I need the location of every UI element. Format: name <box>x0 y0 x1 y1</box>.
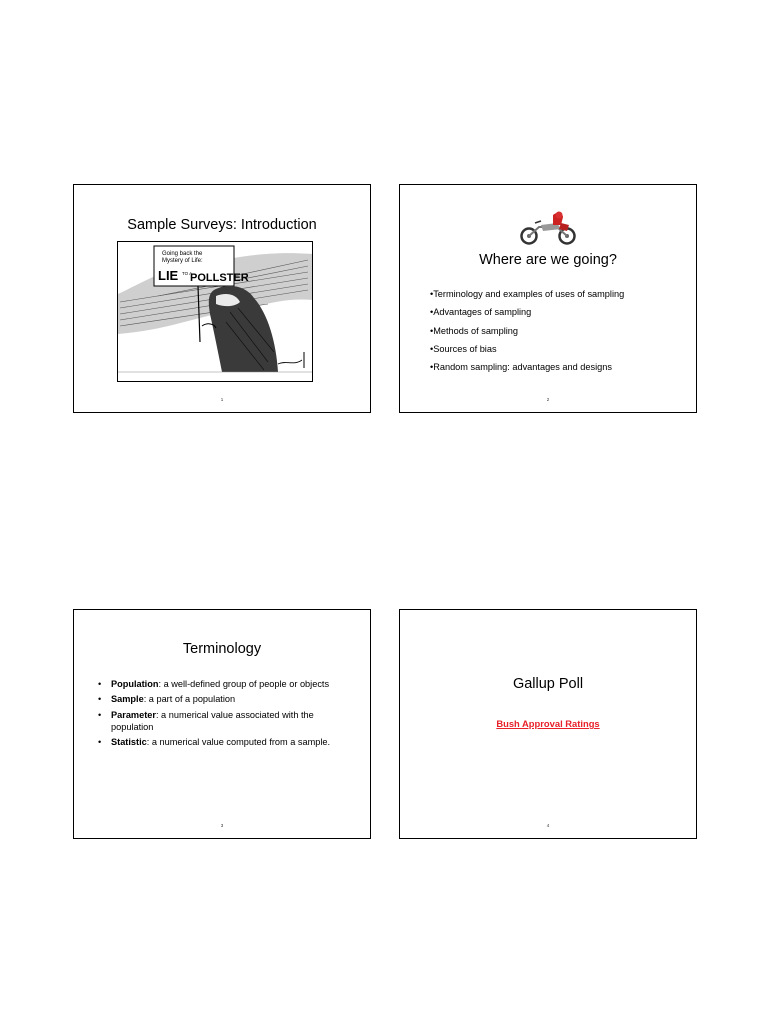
slide-2 <box>399 184 697 413</box>
list-item: •Random sampling: advantages and designs <box>430 362 612 373</box>
sign-to-a: TO A <box>182 271 193 276</box>
slide-3 <box>73 609 371 839</box>
term: Parameter <box>111 709 156 720</box>
terminology-list <box>98 678 338 751</box>
pollster-cartoon <box>117 241 313 382</box>
sign-lie: LIE <box>158 268 179 283</box>
definition: : a numerical value computed from a sample. <box>146 737 331 748</box>
slide-number: 1 <box>220 397 224 402</box>
slide-title: Sample Surveys: Introduction <box>127 217 317 233</box>
definition: : a part of a population <box>143 694 236 705</box>
motorcycle-icon <box>517 211 579 245</box>
sign-pollster: POLLSTER <box>190 272 249 284</box>
list-item: •Terminology and examples of uses of sampling <box>430 289 625 299</box>
term: Sample <box>111 694 144 705</box>
bullet-dot: • <box>98 694 102 705</box>
list-item <box>98 678 338 690</box>
slide-title: Where are we going? <box>479 252 617 268</box>
slide-1 <box>73 184 371 413</box>
list-item <box>98 693 338 705</box>
bullet-dot: • <box>98 709 102 720</box>
term: Statistic <box>111 737 147 748</box>
definition: : a well-defined group of people or objects <box>158 679 330 689</box>
bullet-dot: • <box>98 679 102 689</box>
slide-number: 4 <box>546 823 550 828</box>
bullet-list <box>430 289 624 380</box>
slide-4 <box>399 609 697 839</box>
list-item <box>98 736 338 748</box>
slide-number: 2 <box>546 397 550 402</box>
bullet-dot: • <box>98 737 102 748</box>
sign-line1: Going back the <box>162 251 203 257</box>
list-item <box>98 709 338 734</box>
slide-title: Terminology <box>182 641 262 657</box>
list-item: •Methods of sampling <box>430 325 518 336</box>
bush-approval-link[interactable]: Bush Approval Ratings <box>496 718 600 729</box>
slide-title: Gallup Poll <box>512 676 584 692</box>
slide-number: 3 <box>220 823 224 828</box>
sign-line2: Mystery of Life: <box>162 258 203 264</box>
list-item: •Sources of bias <box>430 343 497 354</box>
term: Population <box>111 679 159 689</box>
list-item: •Advantages of sampling <box>430 307 532 318</box>
definition: : a numerical value associated with the population <box>111 709 314 732</box>
